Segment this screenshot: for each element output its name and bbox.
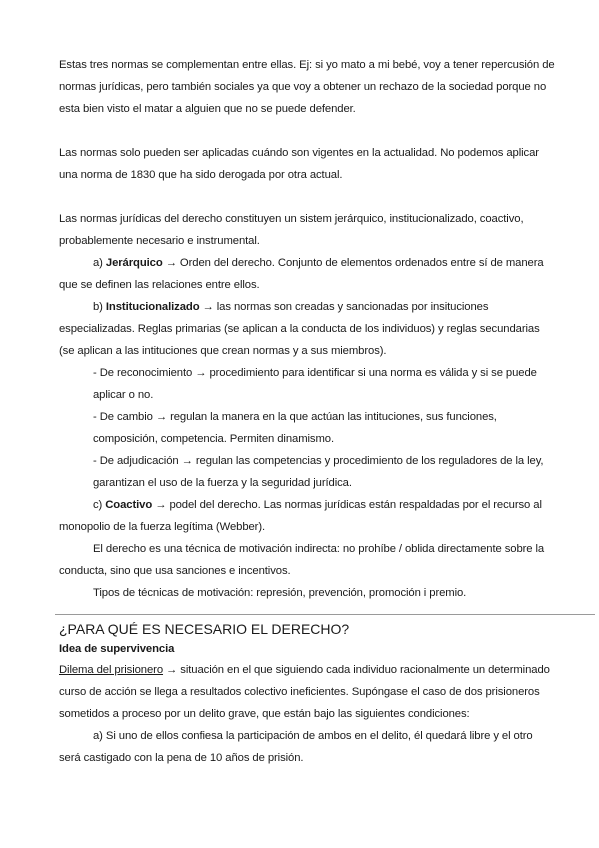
term-dilema: Dilema del prisionero — [59, 664, 164, 676]
subsection-heading: Idea de supervivencia — [59, 643, 175, 655]
paragraph-vigentes: Las normas solo pueden ser aplicadas cuándo son vigentes en la actualidad. No podemos aplicar una norma de 1830 que ha sido derogada por otra actual. — [59, 147, 539, 181]
paragraph-tipos: Tipos de técnicas de motivación: represión, prevención, promoción i premio. — [93, 587, 467, 599]
condition-a: a) Si uno de ellos confiesa la participación de ambos en el delito, él quedará libre y el otro será castigado con la pena de 10 años de prisión. — [59, 730, 533, 764]
paragraph-motivacion: El derecho es una técnica de motivación indirecta: no prohíbe / oblida directamente sobre la conducta, sino que usa sanciones e incentivos. — [59, 543, 545, 577]
item-jerarquico: a) Jerárquico → Orden del derecho. Conjunto de elementos ordenados entre sí de manera que se definen las relaciones entre ellos. — [59, 257, 544, 291]
subitem-reconocimiento: - De reconocimiento → procedimiento para identificar si una norma es válida y si se puede aplicar o no. — [93, 367, 537, 401]
paragraph-sistema: Las normas jurídicas del derecho constituyen un sistem jerárquico, institucionalizado, coactivo, probablemente necesario e instrumental. — [59, 213, 524, 247]
section-heading: ¿PARA QUÉ ES NECESARIO EL DERECHO? — [59, 621, 350, 637]
item-coactivo: c) Coactivo → podel del derecho. Las normas jurídicas están respaldadas por el recurso al monopolio de la fuerza legítima (Webber). — [59, 499, 542, 533]
term-jerarquico: Jerárquico — [105, 257, 163, 269]
term-institucionalizado: Institucionalizado — [105, 301, 200, 313]
section-divider — [55, 614, 595, 615]
subitem-cambio: - De cambio → regulan la manera en la que actúan las intituciones, sus funciones, composición, competencia. Permiten dinamismo. — [93, 411, 497, 445]
subitem-adjudicacion: - De adjudicación → regulan las competencias y procedimiento de los reguladores de la ley, garantizan el uso de la fuerza y la seguridad jurídica. — [93, 455, 544, 489]
paragraph-complement: Estas tres normas se complementan entre ellas. Ej: si yo mato a mi bebé, voy a tener repercusión de normas jurídicas, pero también sociales ya que voy a obtener un rechazo de la sociedad porque no esta bien visto el matar a alguien que no se puede defender. — [59, 59, 555, 115]
item-institucionalizado: b) Institucionalizado → las normas son creadas y sancionadas por insituciones especializadas. Reglas primarias (se aplican a la conducta de los individuos) y reglas secundarias (se aplican a las intituciones que crean normas y a sus miembros). — [59, 301, 540, 357]
term-coactivo: Coactivo — [105, 499, 153, 511]
paragraph-dilema: Dilema del prisionero → situación en el que siguiendo cada individuo racionalmente un determinado curso de acción se llega a resultados colectivo ineficientes. Supóngase el caso de dos prisioneros sometidos a proceso por un delito grave, que están bajo las siguientes condiciones: — [59, 664, 550, 720]
